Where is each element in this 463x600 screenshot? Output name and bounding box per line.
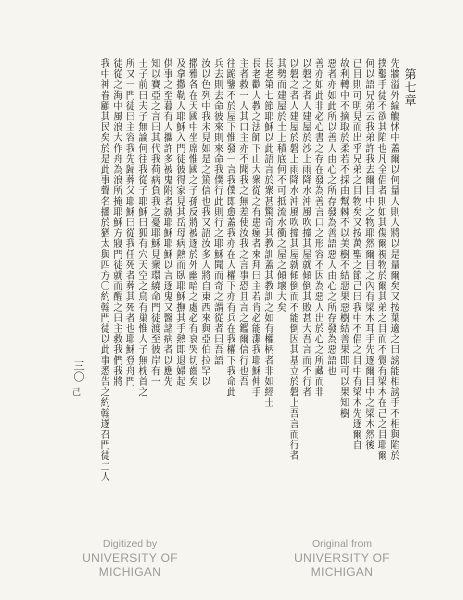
original-from-credit (262, 538, 422, 579)
text-column: 以磐之者人建屋於沙上雨降水沖風吹撞其屋就傾倒其敗甚大吾言而不行者 (299, 58, 311, 398)
text-column: 汝以色列中我未見如是之篤信也我又語汝多人將自東西來與亞伯拉罕以 (199, 58, 210, 387)
text-column: 往跪鑒不於屋下惟發一言我僕即愈蓋我亦在人權下亦有兵在我權下我命此 (224, 58, 236, 398)
original-from-label: Original from (311, 538, 373, 550)
text-column: 撒雅各在天國中坐席惟國之子孫反將被逐於外幽暗之處必有哀哭切齒矣 (186, 58, 198, 387)
text-column: 先牆溢外綸觴怵中蓋爾以何量人則人將以是量爾矣又按葉適之曰謗能相謗手不相與陷於 (388, 58, 399, 461)
text-column: 善亦如此非必心書之存在發為善言口之形容不因為惡人出於心之所藏而非 (312, 58, 324, 398)
digitized-by-label: Digitized by (102, 538, 158, 550)
text-column: 供事之至暮有人攜許多被鬼附者就耶穌耶穌以言逐鬼又醫諸病者以應先 (161, 58, 173, 387)
text-column: 已目則可明見而出乎兄弟之目物矣又按萬聖之節己曰我中不倡之目中有梁木先逐爾自 (350, 58, 362, 451)
digitized-by-credit (50, 538, 210, 579)
text-column: 徒從之海中風浪大作舟為浪所掩耶穌方寢門徒就而醒之曰主救我們我將 (110, 58, 122, 387)
digitized-by-institution: UNIVERSITY OF MICHIGAN (82, 551, 178, 579)
text-column: 何以語兄弟云我弟許我去爾目中之物耶然爾目之內有梁木耳手先逐爾目中之梁木然後 (362, 58, 374, 451)
text-column: 其勢而建屋於土上積底何不可抵流水衝之屋之傾壞大矣 (274, 58, 286, 313)
page-number: 三〇 (72, 360, 85, 382)
text-column: 長老第七節耶穌以此語言於衆甚驚奇其教訓蓋其教訓之如有權柄者非如經士 (262, 58, 273, 408)
text-column: 故利轉中不摘取於柔若不採由幫棘不以美樹不結惡果惡樹結善果即可以果知樹 (337, 58, 349, 419)
original-from-institution: UNIVERSITY OF MICHIGAN (294, 551, 390, 579)
digitization-footer (0, 538, 463, 578)
body-text (96, 58, 399, 530)
text-column: 知以賽亞之言曰其代我荷病負我之憂耶穌見衆環繞命門徒渡至彼岸有一 (148, 58, 160, 387)
text-column: 我中神眷顧其民矣於是此事聲名播於猶太與四方〇約翰門徒以此事悉告之約翰遂召門徒二人 (98, 58, 110, 482)
text-column: 主者救一人其口主亦不聞我之無差使汝我之言事恐且言之鑑爾信行也吾 (236, 58, 248, 387)
text-column: 兵去則去命彼來則來命我僕行此則行之耶穌聞而奇之謂從者曰吾語 (211, 58, 223, 366)
text-column: 及拿撒勒人耶穌入門徒彼得家見其岳母病熱而臥耶穌撫其手熱即退婦起 (173, 58, 185, 387)
text-column: 以磐之者人建屋於磐上雨降水沖風吹撞其屋就傾倒而不能倒因其基立於磐上吾言而行者 (287, 58, 299, 461)
text-column: 所又一門徒曰主容我先歸葬父耶穌曰從我任死者葬其死者也耶穌登舟門 (123, 58, 135, 387)
chapter-label: 第七章 (403, 68, 417, 107)
margin-mark: 己 (72, 388, 82, 398)
text-column: 惡者亦如此所以善人由心之所存發為善語惡人由心之所存發為惡語也 (325, 58, 336, 376)
text-column: 撲鑿手徒不欲其陷也凡全倡者則如其傷爾視物於爾其弟之目而不覺有梁木在己之目耶爾 (375, 58, 387, 461)
text-column: 長老歡人教之法師下山大衆從之有患瘋者來拜曰主若肯必能潔我耶穌伸手 (249, 58, 261, 398)
text-column: 士子前曰夫子無論何往我從子耶穌曰狐有穴天空之鳥有巢惟人子無枕首之 (136, 58, 147, 398)
